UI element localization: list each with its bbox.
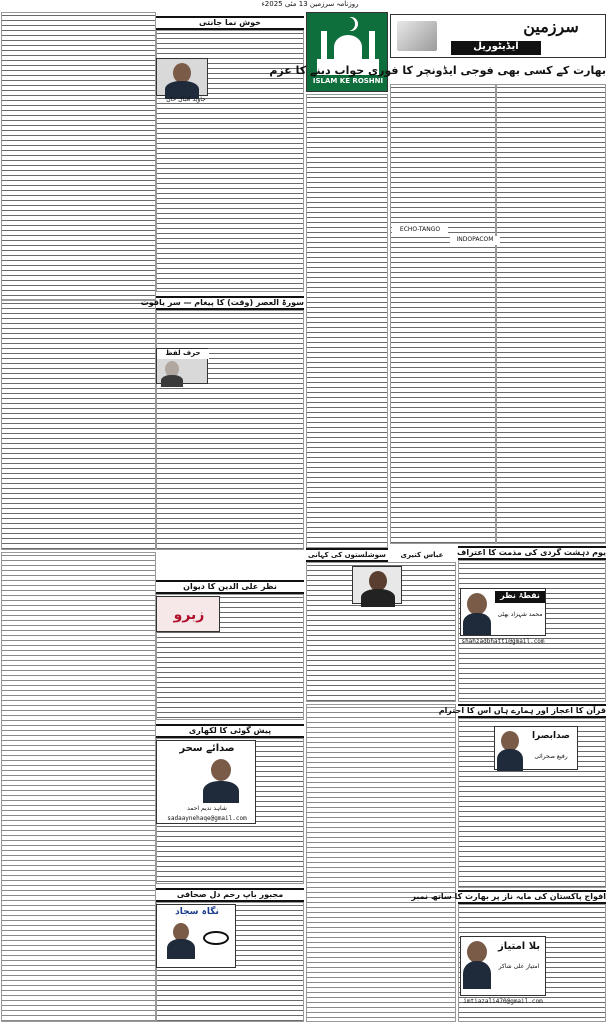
col4-title: پیش گوئی کا لکھاری [156, 724, 304, 738]
dateline: روزنامہ سرزمین 13 مئی 2025ء [261, 0, 359, 8]
col6-subtitle: عباس کتیری [400, 551, 444, 559]
col7-title: یوم دہشت گردی کی مذمت کا اعتراف [458, 546, 606, 560]
col3-logo-box [156, 596, 220, 632]
col4-logo-box [156, 740, 256, 824]
col8-logo: صدابصرا [532, 731, 570, 741]
col7-author-face [467, 593, 487, 615]
crescent-icon [341, 17, 355, 31]
sarzameen-logo-box [390, 14, 606, 58]
col5-title: مجبور باپ رحم دل صحافی [156, 888, 304, 902]
col6-title: سوشلستوں کی کہانی [306, 548, 388, 562]
far-left-column-top [1, 12, 156, 300]
col9-author-body [463, 961, 491, 989]
col9-author-face [467, 941, 487, 963]
col8-author-name: رفیع صحرائی [534, 753, 568, 760]
col4-author-name: شاہد ندیم احمد [187, 805, 227, 812]
col9-author-name: امتیاز علی شاکر [498, 963, 540, 970]
far-left-column-bottom [1, 552, 156, 1022]
col4-author-body [203, 781, 239, 803]
col1-author-name: جاوید اقبال خان [166, 96, 206, 103]
col7-logo: نقطۂ نظر [495, 591, 545, 603]
col9-logo: بلا امتیاز [497, 941, 541, 952]
editorial-term-2: INDOPACOM [450, 236, 500, 245]
editorial-term-1: ECHO-TANGO [392, 226, 448, 235]
col9-author-email: imtiazali470@gmail.com [463, 998, 543, 1005]
col6-author-face [369, 571, 387, 591]
col9-logo-box [460, 936, 546, 996]
editorial-body-right [496, 84, 606, 544]
pen-icon [397, 21, 437, 51]
col6-author-photo [352, 566, 402, 604]
col8-author-face [501, 731, 519, 751]
col5-author-body [167, 939, 195, 959]
col5-logo-box [156, 904, 236, 968]
col1-title: خوش نما جانتی [156, 16, 304, 30]
col7-author-body [463, 613, 491, 635]
sarzameen-logo: سرزمین [523, 17, 579, 36]
col8-logo-box [494, 726, 578, 770]
col2-author-body [161, 375, 183, 387]
editorial-body-left [390, 84, 496, 544]
col8-title: قرآن کا اعجاز اور ہمارے ہاں اس کا احترام [458, 704, 606, 718]
mosque-dome-icon [334, 35, 362, 59]
col9-title: افواج پاکستان کی مایہ ناز پر بھارت کا ساتھ نمبر [458, 890, 606, 904]
lower-middle-body [306, 704, 456, 1022]
col7-author-name: محمد شہزاد بھٹی [497, 611, 543, 618]
col3-logo: زبرو [173, 607, 205, 623]
far-left-column-middle [1, 300, 156, 550]
eye-icon [203, 931, 229, 945]
col8-author-body [497, 749, 523, 771]
col2-title: سورۃ العصر (وقت) کا پیغام — سر یاقوت [156, 296, 304, 310]
col4-author-face [211, 759, 231, 781]
col7-logo-box [460, 588, 546, 636]
col4-author-email: sadaaynehaqe@gmail.com [167, 815, 247, 822]
col2-author-photo [156, 348, 208, 384]
col2-author-tag: حرف لفظ [157, 349, 209, 359]
col7-author-email: shahzadbhatti@gmail.com [461, 638, 545, 645]
editorial-headline: بھارت کے کسی بھی فوجی ایڈونچر کا فوری جواب دینے کا عزم [269, 64, 606, 77]
col3-title: نظر علی الدین کا دیوان [156, 580, 304, 594]
col6-author-body [361, 589, 395, 607]
middle-column-body [306, 94, 388, 548]
editorial-label: ایڈیٹوریل [451, 41, 541, 55]
col4-logo: صدائے سحر [179, 743, 235, 754]
col5-logo: نگاہ سجاد [175, 907, 219, 917]
col2-body [156, 310, 304, 550]
col1-author-face [173, 63, 191, 83]
col1-author-photo [156, 58, 208, 96]
islam-ke-roshni-label: ISLAM KE ROSHNI [312, 77, 384, 85]
